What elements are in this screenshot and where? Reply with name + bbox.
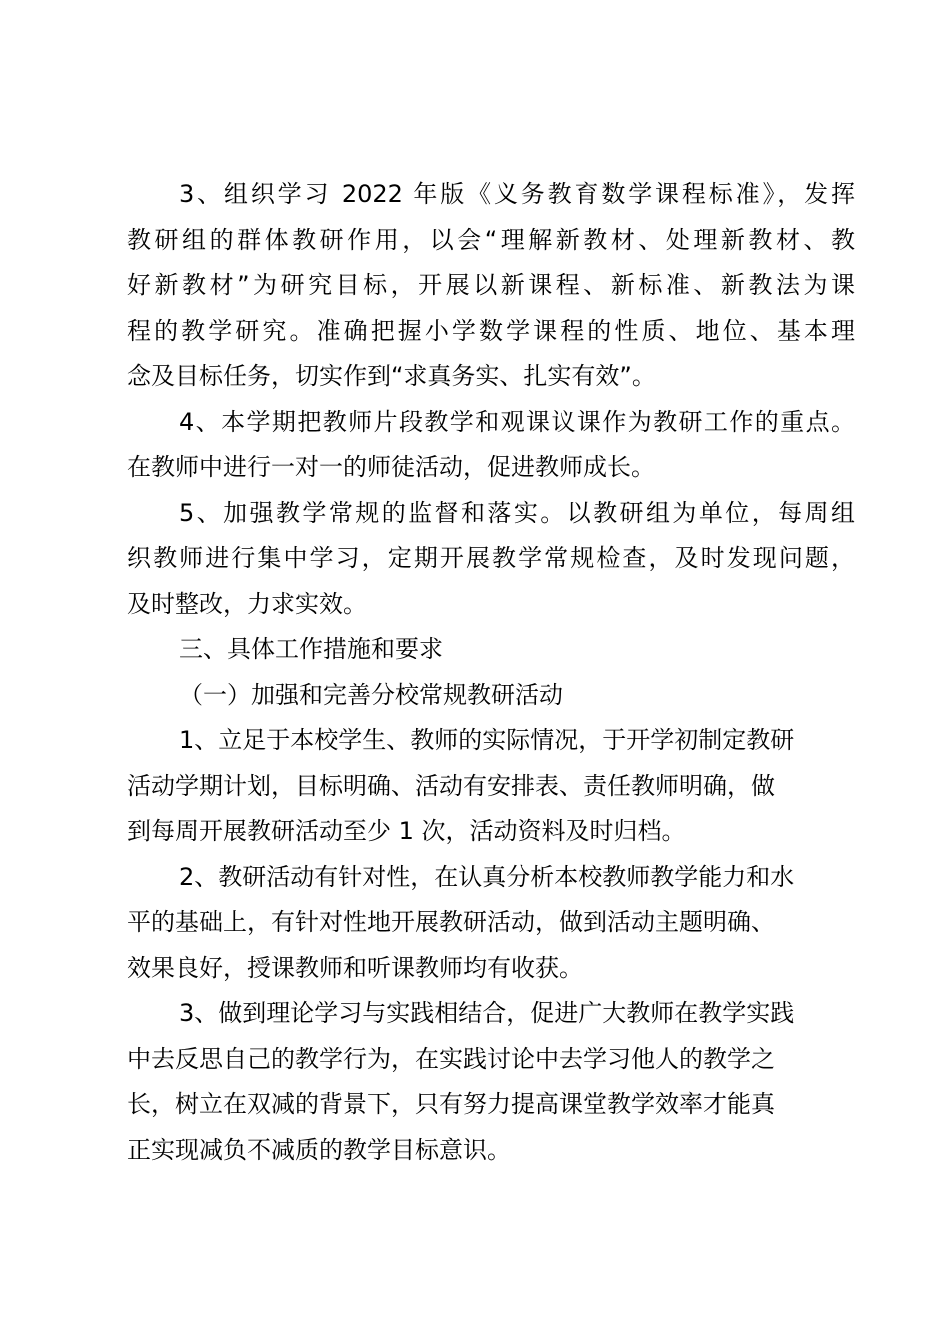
paragraph-line: 到每周开展教研活动至少 1 次，活动资料及时归档。 [127,817,686,845]
paragraph-line: 及时整改，力求实效。 [127,589,367,618]
subsection-heading: （一）加强和完善分校常规教研活动 [179,680,563,709]
paragraph-line: 效果良好，授课教师和听课教师均有收获。 [127,953,583,982]
paragraph-line: 织教师进行集中学习，定期开展教学常规检查，及时发现问题， [127,544,855,572]
paragraph-line: 念及目标任务，切实作到“求真务实、扎实有效”。 [127,362,656,390]
paragraph-line: 3、做到理论学习与实践相结合，促进广大教师在教学实践 [179,999,795,1027]
paragraph-line: 在教师中进行一对一的师徒活动，促进教师成长。 [127,453,655,481]
paragraph-line: 程的教学研究。准确把握小学数学课程的性质、地位、基本理 [127,316,855,345]
paragraph-line: 好新教材”为研究目标，开展以新课程、新标准、新教法为课 [127,271,855,299]
paragraph-line: 中去反思自己的教学行为，在实践讨论中去学习他人的教学之 [127,1044,775,1073]
paragraph-line: 教研组的群体教研作用，以会“理解新教材、处理新教材、教 [127,225,855,254]
document-body [127,172,855,1173]
paragraph-line: 3、组织学习 2022 年版《义务教育数学课程标准》，发挥 [179,180,855,208]
paragraph-line: 5、加强教学常规的监督和落实。以教研组为单位，每周组 [179,498,855,527]
paragraph-line: 活动学期计划，目标明确、活动有安排表、责任教师明确，做 [127,771,775,800]
section-heading: 三、具体工作措施和要求 [179,635,443,663]
paragraph-line: 1、立足于本校学生、教师的实际情况，于开学初制定教研 [179,726,795,754]
paragraph-line: 长，树立在双减的背景下，只有努力提高课堂教学效率才能真 [127,1090,775,1118]
paragraph-line: 平的基础上，有针对性地开展教研活动，做到活动主题明确、 [127,908,775,936]
paragraph-line: 4、本学期把教师片段教学和观课议课作为教研工作的重点。 [179,407,855,436]
paragraph-line: 正实现减负不减质的教学目标意识。 [127,1135,511,1164]
paragraph-line: 2、教研活动有针对性，在认真分析本校教师教学能力和水 [179,862,795,891]
